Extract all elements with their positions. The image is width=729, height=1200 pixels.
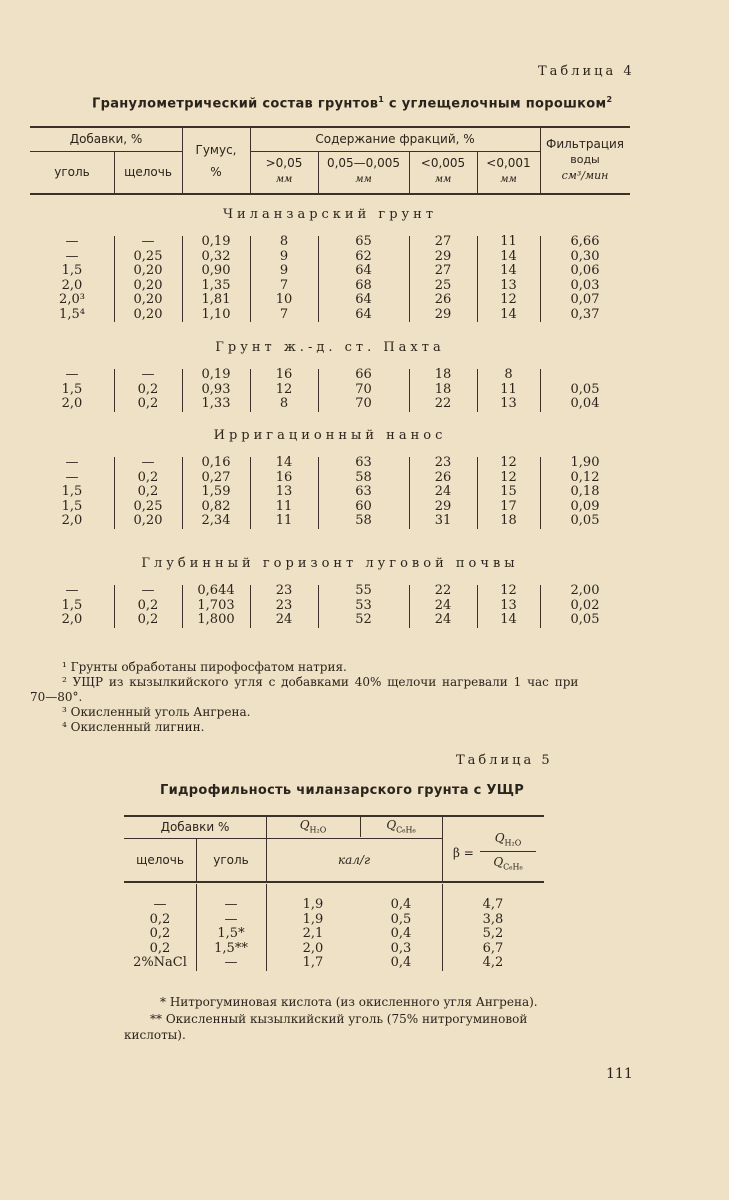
table-cell: 0,2 <box>137 612 159 627</box>
table4-header-additives: Добавки, % <box>69 132 143 146</box>
table-cell: — <box>65 469 79 485</box>
table-cell: 0,20 <box>133 277 163 293</box>
table-cell: 58 <box>355 513 372 528</box>
table-cell: 1,703 <box>197 597 235 613</box>
table5-header-coal: уголь <box>213 853 249 867</box>
table-cell: 1,33 <box>201 396 231 411</box>
table-cell: 22 <box>434 396 452 411</box>
table-cell: 52 <box>355 612 372 627</box>
table-cell: 2,34 <box>201 513 231 528</box>
table-cell: 0,3 <box>390 940 412 956</box>
table4-footnote-2: ² УЩР из кызылкийского угля с добавками 40% щелочи нагревали 1 час при <box>62 675 579 689</box>
table-cell: 63 <box>355 484 372 499</box>
table-cell: 0,09 <box>570 498 600 514</box>
table-cell: 60 <box>355 498 372 514</box>
table-cell: 0,93 <box>201 381 231 397</box>
table-cell: 1,5 <box>61 263 83 278</box>
table4-fractions-rule <box>250 151 540 152</box>
table-cell: 0,4 <box>390 897 412 912</box>
table-cell: 0,32 <box>201 248 231 264</box>
table-cell: — <box>65 455 79 470</box>
table-cell: 1,5 <box>61 484 83 499</box>
table-cell: — <box>141 234 155 249</box>
table-cell: 64 <box>355 292 372 307</box>
table5-label: Таблица 5 <box>456 753 553 768</box>
table-cell: 1,5 <box>61 381 83 397</box>
table-cell: 0,05 <box>570 513 600 528</box>
table-cell: 14 <box>275 455 293 470</box>
table4-header-fractions: Содержание фракций, % <box>315 132 475 146</box>
table-cell: 6,66 <box>570 234 600 249</box>
table-cell: 13 <box>500 277 517 293</box>
table-cell: 17 <box>500 498 517 514</box>
table-cell: 68 <box>355 277 372 293</box>
table-cell: — <box>141 367 155 382</box>
table4-footnote-4: ⁴ Окисленный лигнин. <box>62 720 205 734</box>
table-cell: 2,1 <box>302 926 324 941</box>
table-cell: 11 <box>275 498 293 514</box>
table-cell: 12 <box>500 455 517 470</box>
table-cell: 23 <box>434 455 452 470</box>
table-cell: 24 <box>434 612 452 627</box>
table-cell: 0,04 <box>570 396 600 411</box>
table-cell: — <box>224 897 238 912</box>
table5-header-additives: Добавки % <box>160 820 230 834</box>
table-cell: 1,81 <box>201 292 231 307</box>
table-cell: — <box>65 234 79 249</box>
table-cell: 0,5 <box>390 911 412 927</box>
table-cell: — <box>141 455 155 470</box>
table4-label: Таблица 4 <box>538 64 635 79</box>
table-cell: 62 <box>355 248 372 264</box>
table-cell: 15 <box>500 484 517 499</box>
table-cell: 24 <box>434 597 452 613</box>
table-cell: 18 <box>500 513 517 528</box>
table5-hdr-vline-4 <box>442 817 443 881</box>
table4-header-f2: 0,05—0,005 <box>326 156 401 170</box>
table-cell: 8 <box>279 234 289 249</box>
table-cell: 24 <box>434 484 452 499</box>
table-cell: 2,0 <box>302 940 324 956</box>
table-cell: 1,59 <box>201 484 231 499</box>
table-cell: 2,0 <box>61 396 83 411</box>
table-cell: 7 <box>279 306 289 322</box>
page-number: 111 <box>606 1066 633 1082</box>
table4-footnote-1: ¹ Грунты обработаны пирофосфатом натрия. <box>62 660 347 674</box>
table-cell: 1,5 <box>61 597 83 613</box>
table-cell: 1,35 <box>201 277 231 293</box>
table-cell: 1,90 <box>570 455 600 470</box>
table-cell: 27 <box>434 234 452 249</box>
table4-header-f3-unit: мм <box>434 174 452 185</box>
table4-additives-rule <box>30 151 182 152</box>
table-cell: — <box>153 897 167 912</box>
table5-header-unit: кал/г <box>337 853 371 867</box>
table-cell: 2,0 <box>61 612 83 627</box>
table-cell: 5,2 <box>482 926 504 941</box>
table-cell: — <box>65 248 79 264</box>
table-cell: 0,19 <box>201 234 231 249</box>
table-cell: 64 <box>355 263 372 278</box>
table-cell: 14 <box>500 612 517 627</box>
table-cell: 26 <box>434 292 452 307</box>
table-cell: 1,5** <box>214 940 248 956</box>
table-cell: 14 <box>500 263 517 278</box>
table-cell: 0,37 <box>570 306 600 322</box>
table-cell: 12 <box>275 381 293 397</box>
table5-header-beta-numerator: $Q_{H_2O}$ <box>494 831 522 848</box>
table-cell: 0,20 <box>133 306 163 322</box>
table5-footnote-1: * Нитрогуминовая кислота (из окисленного угля Ангрена). <box>160 995 538 1009</box>
table-cell: 0,03 <box>570 277 600 293</box>
table4-header-humus-unit: % <box>210 165 222 179</box>
table-cell: 0,2 <box>149 926 171 941</box>
table5-header-beta-denominator: $Q_{C_6H_6}$ <box>493 855 523 872</box>
table-cell: 29 <box>434 498 452 514</box>
table-cell: — <box>65 367 79 382</box>
table4-section-title: Грунт ж.-д. ст. Пахта <box>215 340 445 355</box>
table-cell: 13 <box>500 597 517 613</box>
table-cell: 12 <box>500 292 517 307</box>
table-cell: 8 <box>504 367 513 382</box>
table5-header-alkali: щелочь <box>136 853 184 867</box>
table4-header-f1: >0,05 <box>265 156 303 170</box>
table-cell: — <box>65 583 79 598</box>
table-cell: 3,8 <box>482 911 504 927</box>
table-cell: 18 <box>434 367 452 382</box>
table-cell: 58 <box>355 469 372 485</box>
table-cell: — <box>224 955 238 970</box>
table5-header-q-water: $Q_{H_2O}$ <box>299 818 327 835</box>
table-cell: 8 <box>279 396 289 411</box>
table-cell: 9 <box>279 248 289 264</box>
table4-hdr-vline-2 <box>182 128 183 193</box>
table-cell: 4,7 <box>482 897 504 912</box>
table4-header-filtration: Фильтрация <box>545 137 625 151</box>
table-cell: 0,2 <box>137 484 159 499</box>
table-cell: 0,4 <box>390 955 412 970</box>
table-cell: 12 <box>500 583 517 598</box>
table-cell: 14 <box>500 306 517 322</box>
table-cell: 63 <box>355 455 372 470</box>
table-cell: 0,82 <box>201 498 231 514</box>
table-cell: 23 <box>275 583 293 598</box>
table-cell: 13 <box>275 484 293 499</box>
table-cell: 11 <box>275 513 293 528</box>
table-cell: 9 <box>279 263 289 278</box>
table-cell: 0,18 <box>570 484 600 499</box>
table-cell: 4,2 <box>482 955 504 970</box>
table-cell: 0,644 <box>197 583 235 598</box>
table-cell: 18 <box>434 381 452 397</box>
table-cell: 0,27 <box>201 469 231 485</box>
table-cell: 0,20 <box>133 513 163 528</box>
table-cell: 11 <box>500 381 517 397</box>
table-cell: 27 <box>434 263 452 278</box>
table-cell: 1,9 <box>302 911 324 927</box>
table4-header-f1-unit: мм <box>275 174 293 185</box>
table-cell: 31 <box>434 513 452 528</box>
table-cell: 0,2 <box>137 396 159 411</box>
table-cell: 0,25 <box>133 248 163 264</box>
table-cell: 0,2 <box>149 940 171 956</box>
table-cell: 23 <box>275 597 293 613</box>
table-cell: — <box>224 911 238 927</box>
table-cell: 1,5 <box>61 498 83 514</box>
table-cell: 0,19 <box>201 367 231 382</box>
table4-header-filtration-water: воды <box>570 153 600 166</box>
table5-header-q-benzene: $Q_{C_6H_6}$ <box>386 818 416 835</box>
table-cell: 25 <box>434 277 452 293</box>
table-cell: 1,7 <box>302 955 324 970</box>
table-cell: 0,25 <box>133 498 163 514</box>
table-cell: 0,30 <box>570 248 600 264</box>
table-cell: 0,2 <box>149 911 171 927</box>
table-cell: 0,05 <box>570 612 600 627</box>
table-cell: 24 <box>275 612 293 627</box>
table4-header-f3: <0,005 <box>420 156 466 170</box>
table-cell: 29 <box>434 248 452 264</box>
table4-section-title: Чиланзарский грунт <box>222 207 438 222</box>
table-cell: 64 <box>355 306 372 322</box>
table-cell: 1,800 <box>197 612 235 627</box>
table4-header-coal: уголь <box>54 165 90 179</box>
table4-footnote-3: ³ Окисленный уголь Ангрена. <box>62 705 251 719</box>
table4-section-title: Ирригационный нанос <box>213 428 447 443</box>
table-cell: 11 <box>500 234 517 249</box>
table5-title: Гидрофильность чиланзарского грунта с УЩР <box>160 783 525 798</box>
table-cell: 1,5⁴ <box>59 306 85 322</box>
table-cell: 2,0 <box>61 513 83 528</box>
table5-footnote-2: ** Окисленный кызылкийский уголь (75% нитрогуминовой <box>150 1012 528 1026</box>
table-cell: 1,10 <box>201 306 231 322</box>
table-cell: 0,2 <box>137 597 159 613</box>
table-cell: 1,9 <box>302 897 324 912</box>
table-cell: 0,2 <box>137 469 159 485</box>
table-cell: 2,00 <box>570 583 600 598</box>
table-cell: 0,16 <box>201 455 231 470</box>
table4-title: Гранулометрический состав грунтов$^1$ с углещелочным порошком$^2$ <box>92 95 613 112</box>
table-cell: 29 <box>434 306 452 322</box>
table-cell: 6,7 <box>482 940 504 956</box>
table-cell: 0,02 <box>570 597 600 613</box>
table-cell: 1,5* <box>217 926 245 941</box>
table-cell: 0,90 <box>201 263 231 278</box>
table5-q-rule <box>266 838 442 839</box>
table-cell: 53 <box>355 597 372 613</box>
table-cell: 0,2 <box>137 381 159 397</box>
table-cell: 0,12 <box>570 469 600 485</box>
table-cell: 70 <box>355 396 372 411</box>
table-cell: 16 <box>275 367 293 382</box>
table-cell: 66 <box>355 367 372 382</box>
table-cell: 70 <box>355 381 372 397</box>
table5-header-beta: β = <box>453 846 474 860</box>
table4-header-alkali: щелочь <box>124 165 172 179</box>
table-cell: 12 <box>500 469 517 485</box>
table5-footnote-2-cont: кислоты). <box>124 1028 186 1042</box>
table4-footnote-2-cont: 70—80°. <box>30 690 83 704</box>
table-cell: 0,20 <box>133 263 163 278</box>
table4-header-humus: Гумус, <box>195 143 237 157</box>
table-cell: 0,06 <box>570 263 600 278</box>
table-cell: 0,20 <box>133 292 163 307</box>
table4-header-f4-unit: мм <box>500 174 517 185</box>
table-cell: 2,0³ <box>59 292 85 307</box>
table4-header-f2-unit: мм <box>355 174 372 185</box>
table-cell: 0,07 <box>570 292 600 307</box>
table-cell: 0,05 <box>570 381 600 397</box>
table-cell: 26 <box>434 469 452 485</box>
table5-top-rule <box>124 815 544 817</box>
table-cell: 22 <box>434 583 452 598</box>
table-cell: 55 <box>355 583 372 598</box>
table5-header-bottom-rule <box>124 881 544 883</box>
table4-header-f4: <0,001 <box>486 156 531 170</box>
table4-header-filtration-unit: см³/мин <box>561 169 609 182</box>
table-cell: 2%NaCl <box>133 955 187 970</box>
table-cell: 10 <box>275 292 293 307</box>
table-cell: 2,0 <box>61 277 83 293</box>
table-cell: 13 <box>500 396 517 411</box>
table4-section-title: Глубинный горизонт луговой почвы <box>141 556 519 571</box>
table-cell: 65 <box>355 234 372 249</box>
table5-additives-rule <box>124 838 266 839</box>
table4-header-bottom-rule <box>30 193 630 195</box>
table-cell: 0,4 <box>390 926 412 941</box>
table-cell: 7 <box>279 277 289 293</box>
table-cell: 16 <box>275 469 293 485</box>
table-cell: — <box>141 583 155 598</box>
table-cell: 14 <box>500 248 517 264</box>
table5-beta-fraction-bar <box>480 851 536 852</box>
